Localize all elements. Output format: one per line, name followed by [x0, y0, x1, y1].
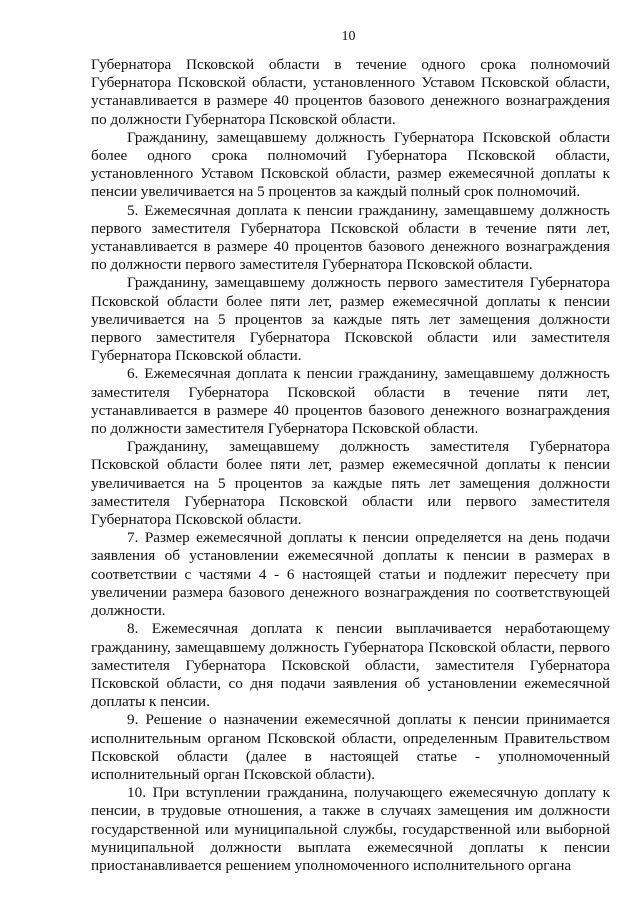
paragraph: Гражданину, замещавшему должность заместителя Губернатора Псковской области более пяти лет, размер ежемесячной доплаты к пенсии увеличивается на 5 процентов за каждые пять лет замещения должности заместителя Губернатора Псковской области или первого заместителя Губернатора Псковской области.: [91, 438, 610, 529]
paragraph: Гражданину, замещавшему должность Губернатора Псковской области более одного срока полномочий Губернатора Псковской области, установленного Уставом Псковской области, размер ежемесячной доплаты к пенсии увеличивается на 5 процентов за каждый полный срок полномочий.: [91, 128, 610, 201]
paragraph: 8. Ежемесячная доплата к пенсии выплачивается неработающему гражданину, замещавшему должность Губернатора Псковской области, первого заместителя Губернатора Псковской области, заместителя Губернатора Псковской области, со дня подачи заявления об установлении ежемесячной доплаты к пенсии.: [91, 620, 610, 711]
paragraph: Гражданину, замещавшему должность первого заместителя Губернатора Псковской области более пяти лет, размер ежемесячной доплаты к пенсии увеличивается на 5 процентов за каждые пять лет замещения должности первого заместителя Губернатора Псковской области или заместителя Губернатора Псковской области.: [91, 274, 610, 365]
paragraph: 7. Размер ежемесячной доплаты к пенсии определяется на день подачи заявления об установлении ежемесячной доплаты к пенсии в размерах в соответствии с частями 4 - 6 настоящей статьи и подлежит пересчету при увеличении размера базового денежного вознаграждения по соответствующей должности.: [91, 529, 610, 620]
page-number: 10: [341, 29, 356, 44]
paragraph: 9. Решение о назначении ежемесячной доплаты к пенсии принимается исполнительным органом Псковской области, определенным Правительством Псковской области (далее в настоящей статье - уполномоченный исполнительный орган Псковской области).: [91, 711, 610, 783]
paragraph: Губернатора Псковской области в течение одного срока полномочий Губернатора Псковской области, установленного Уставом Псковской области, устанавливается в размере 40 процентов базового денежного вознаграждения по должности Губернатора Псковской области.: [91, 56, 610, 128]
paragraph: 10. При вступлении гражданина, получающего ежемесячную доплату к пенсии, в трудовые отношения, а также в случаях замещения им должности государственной или муниципальной службы, государственной или выборной муниципальной должности выплата ежемесячной доплаты к пенсии приостанавливается решением уполномоченного исполнительного органа: [91, 784, 610, 874]
document-body: [91, 56, 610, 875]
paragraph: 5. Ежемесячная доплата к пенсии гражданину, замещавшему должность первого заместителя Губернатора Псковской области в течение пяти лет, устанавливается в размере 40 процентов базового денежного вознаграждения по должности первого заместителя Губернатора Псковской области.: [91, 201, 610, 274]
paragraph: 6. Ежемесячная доплата к пенсии гражданину, замещавшему должность заместителя Губернатора Псковской области в течение пяти лет, устанавливается в размере 40 процентов базового денежного вознаграждения по должности заместителя Губернатора Псковской области.: [91, 365, 610, 438]
